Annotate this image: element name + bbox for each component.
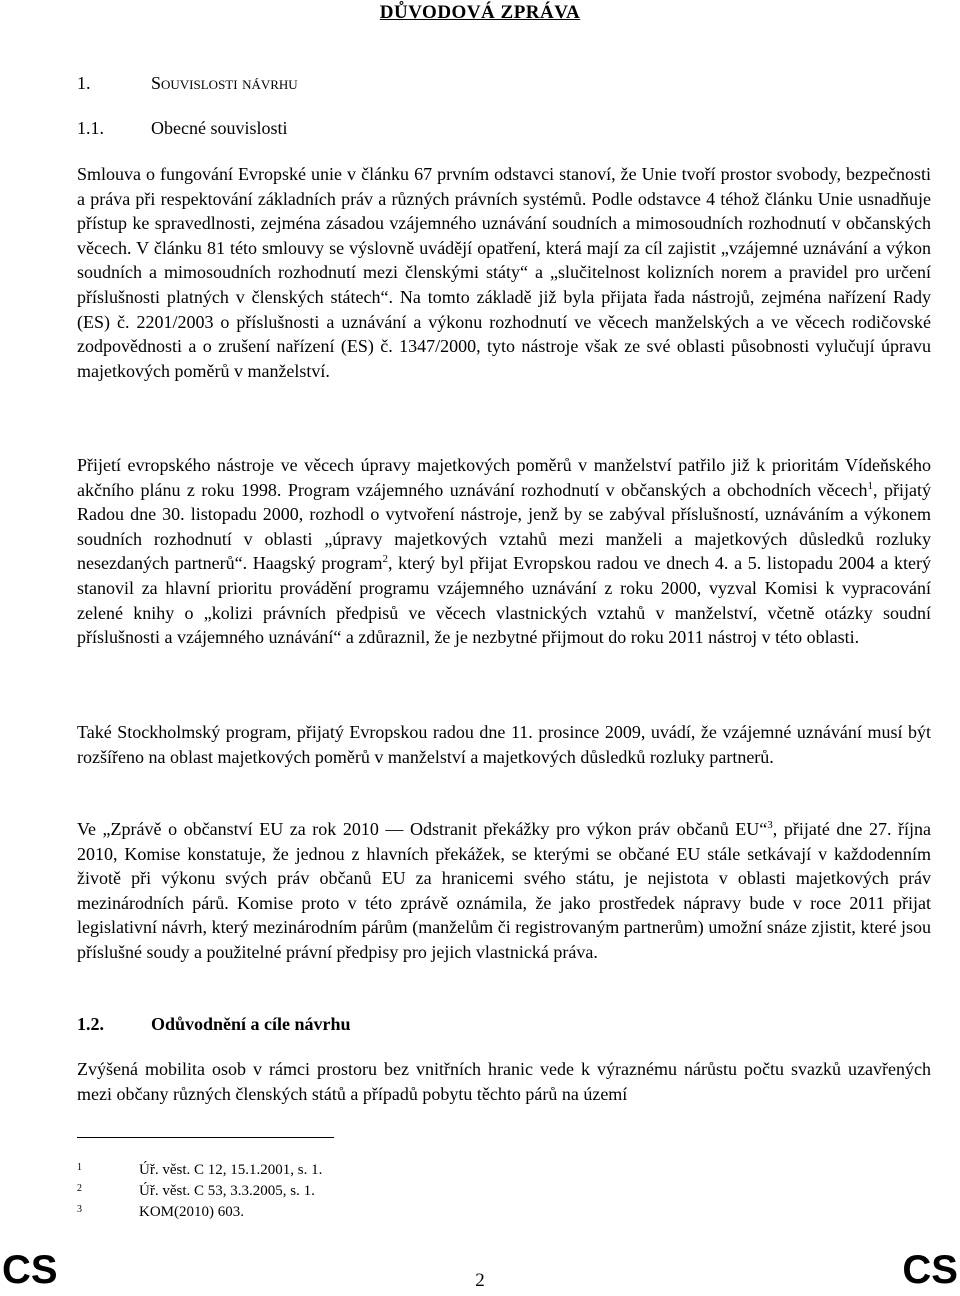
paragraph-text: , přijaté dne 27. října 2010, Komise konstatuje, že jednou z hlavních překážek, se kterými se občané EU stále setkávají v každodenním životě při výkonu svých práv občanů EU za hranicemi svého státu, je nejistota v oblasti majetkových práv mezinárodních párů. Komise proto v této zprávě oznámila, že jako prostředek nápravy bude v roce 2011 přijat legislativní návrh, který mezinárodním párům (manželům či registrovaným partnerům) umožní snáze zjistit, které jsou příslušné soudy a použitelné právní předpisy pro jejich vlastnická práva. (77, 819, 931, 962)
section-heading-1-2 (77, 1013, 351, 1035)
section-title: Obecné souvislosti (151, 118, 288, 138)
section-number: 1.1. (77, 118, 104, 138)
footnote-text: Úř. věst. C 53, 3.3.2005, s. 1. (139, 1183, 315, 1199)
footnote-text: KOM(2010) 603. (139, 1204, 244, 1220)
document-title: DŮVODOVÁ ZPRÁVA (379, 2, 581, 23)
footnote-number: 3 (77, 1204, 82, 1215)
section-title: Odůvodnění a cíle návrhu (151, 1014, 351, 1034)
section-heading-1-1 (77, 117, 288, 139)
footnote-2 (77, 1182, 315, 1200)
paragraph-text: , přijatý Radou dne 30. listopadu 2000, rozhodl o vytvoření nástroje, jenž by se zabýval příslušností, uznáváním a výkonem soudních rozhodnutí v oblasti „úpravy majetkových vztahů mezi manželi a majetkových důsledků rozluky nesezdaných partnerů“. Haagský program (77, 479, 931, 574)
paragraph-text: Přijetí evropského nástroje ve věcech úpravy majetkových poměrů v manželství patřilo již k prioritám Vídeňského akčního plánu z roku 1998. Program vzájemného uznávání rozhodnutí v občanských a obchodních věcech (77, 455, 931, 500)
paragraph-1: Smlouva o fungování Evropské unie v článku 67 prvním odstavci stanoví, že Unie tvoří prostor svobody, bezpečnosti a práva při respektování základních práv a různých právních systémů. Podle odstavce 4 téhož článku Unie usnadňuje přístup ke spravedlnosti, zejména zásadou vzájemného uznávání soudních a mimosoudních rozhodnutí v občanských věcech. V článku 81 této smlouvy se výslovně uvádějí opatření, která mají za cíl zajistit „vzájemné uznávání a výkon soudních a mimosoudních rozhodnutí mezi členskými státy“ a „slučitelnost kolizních norem a pravidel pro určení příslušnosti platných v členských státech“. Na tomto základě již byla přijata řada nástrojů, zejména nařízení Rady (ES) č. 2201/2003 o příslušnosti a uznávání a výkonu rozhodnutí ve věcech manželských a ve věcech rodičovské zodpovědnosti a o zrušení nařízení (ES) č. 1347/2000, tyto nástroje však ze své oblasti působnosti vylučují úpravu majetkových poměrů v manželství. (77, 164, 931, 381)
paragraph-4 (77, 817, 931, 965)
paragraph-text: , který byl přijat Evropskou radou ve dnech 4. a 5. listopadu 2004 a který stanovil za hlavní prioritu provádění programu vzájemného uznávání z roku 2000, vyzval Komisi k vypracování zelené knihy o „kolizi právních předpisů ve věcech vlastnických vztahů v manželství, včetně otázky soudní příslušnosti a vzájemného uznávání“ a zdůraznil, že je nezbytné přijmout do roku 2011 nástroj v této oblasti. (77, 553, 931, 648)
footnote-reference: 2 (382, 553, 388, 566)
footnote-1 (77, 1161, 322, 1179)
footnote-reference: 3 (767, 819, 773, 831)
paragraph-text: Ve „Zprávě o občanství EU za rok 2010 — Odstranit překážky pro výkon práv občanů EU“ (77, 819, 768, 839)
section-number: 1. (77, 73, 91, 93)
footer-language-code-left: CS (2, 1248, 58, 1292)
page-number: 2 (475, 1270, 485, 1291)
footnote-divider (77, 1137, 334, 1138)
footer-language-code-right: CS (902, 1248, 958, 1292)
footnote-text: Úř. věst. C 12, 15.1.2001, s. 1. (139, 1162, 323, 1178)
paragraph-3: Také Stockholmský program, přijatý Evropskou radou dne 11. prosince 2009, uvádí, že vzájemné uznávání musí být rozšířeno na oblast majetkových poměrů v manželství a majetkových důsledků rozluky partnerů. (77, 722, 931, 767)
footnote-3 (77, 1203, 244, 1221)
section-title: Souvislosti návrhu (151, 73, 298, 93)
paragraph-5: Zvýšená mobilita osob v rámci prostoru bez vnitřních hranic vede k výraznému nárůstu počtu svazků uzavřených mezi občany různých členských států a případů pobytu těchto párů na území (77, 1059, 931, 1104)
footnote-reference: 1 (867, 479, 874, 492)
section-number: 1.2. (77, 1014, 104, 1034)
footnote-number: 1 (77, 1162, 82, 1173)
section-heading-1 (77, 72, 298, 94)
footnote-number: 2 (77, 1183, 82, 1194)
paragraph-2 (77, 453, 931, 650)
